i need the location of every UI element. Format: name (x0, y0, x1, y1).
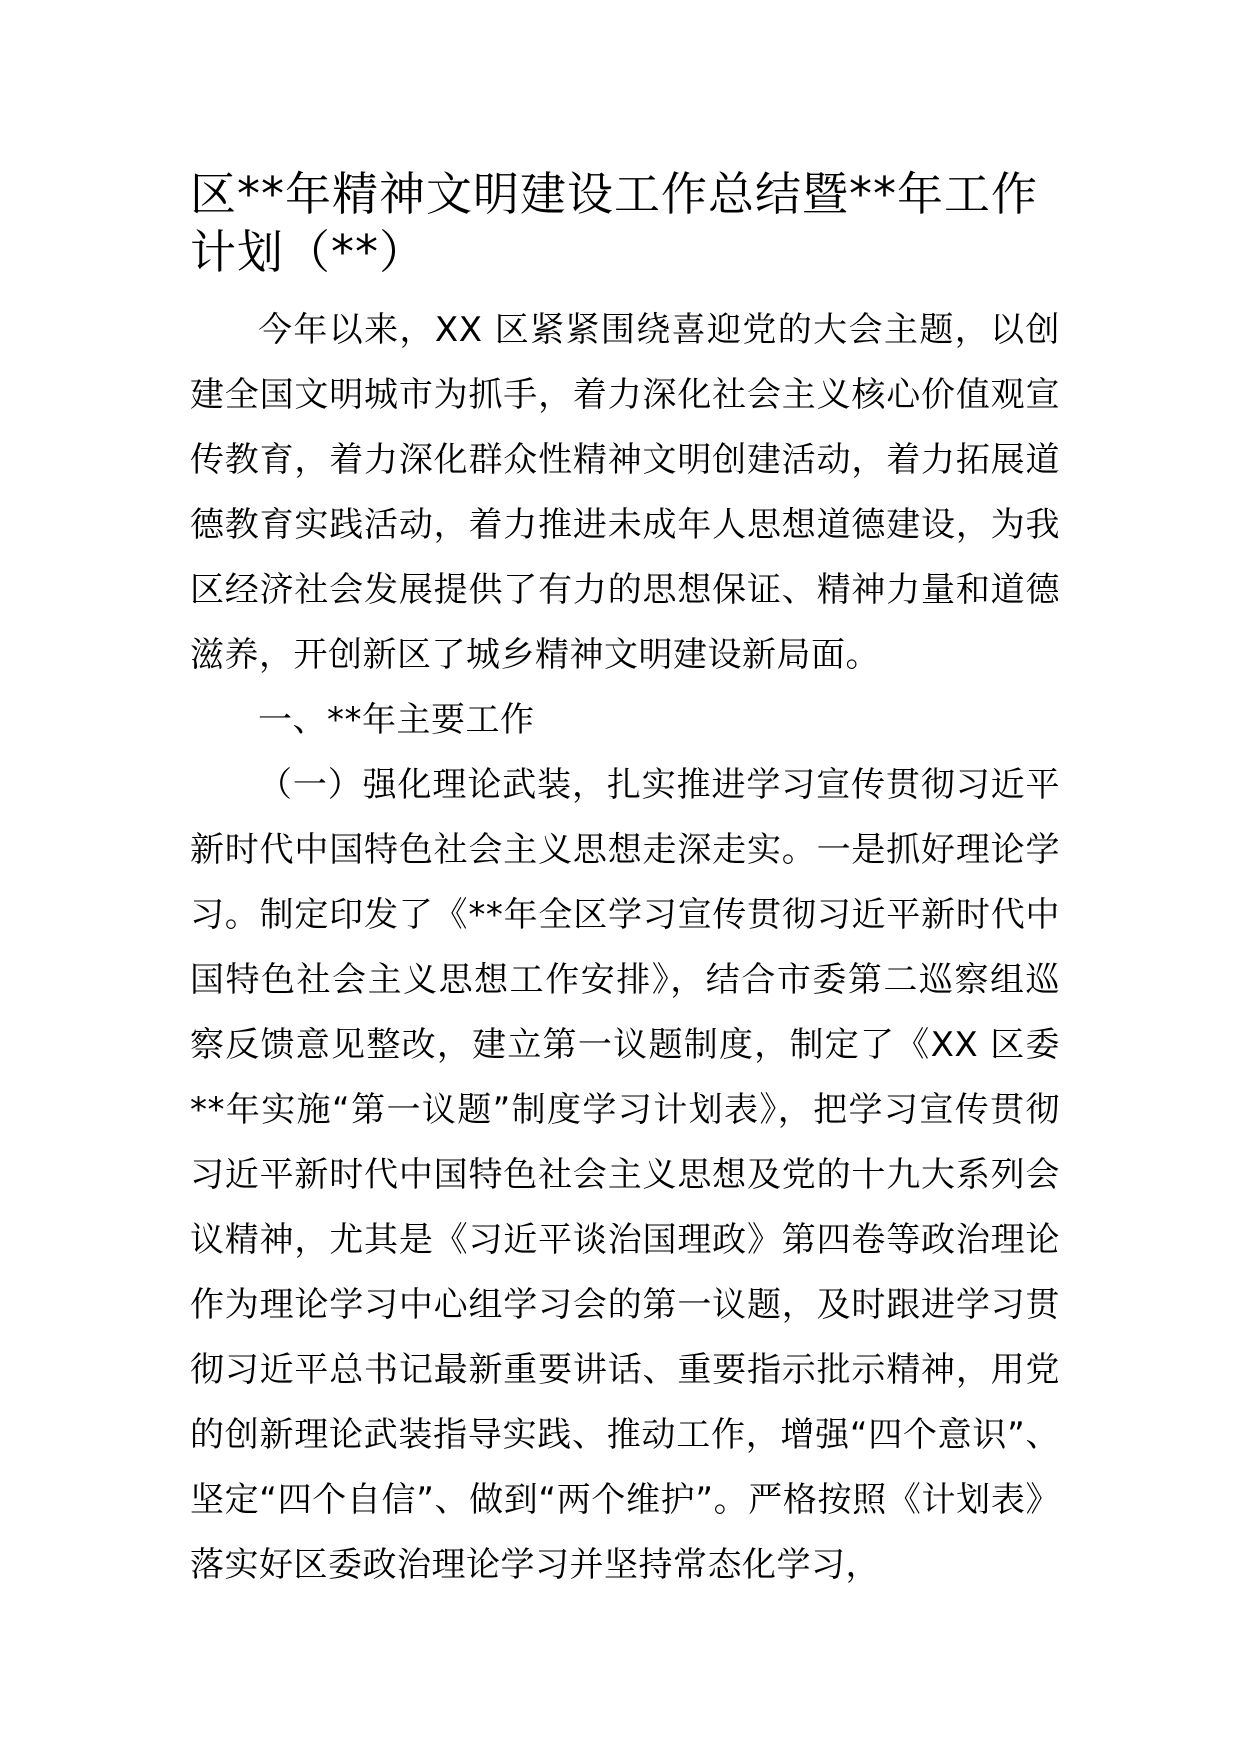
intro-paragraph: 今年以来，XX 区紧紧围绕喜迎党的大会主题，以创建全国文明城市为抓手，着力深化社会主义核心价值观宣传教育，着力深化群众性精神文明创建活动，着力拓展道德教育实践活动，着力推进未成年人思想道德建设，为我区经济社会发展提供了有力的思想保证、精神力量和道德滋养，开创新区了城乡精神文明建设新局面。 (190, 310, 1060, 675)
document-body (190, 298, 1060, 1598)
section-paragraph: （一）强化理论武装，扎实推进学习宣传贯彻习近平新时代中国特色社会主义思想走深走实。一是抓好理论学习。制定印发了《**年全区学习宣传贯彻习近平新时代中国特色社会主义思想工作安排》，结合市委第二巡察组巡察反馈意见整改，建立第一议题制度，制定了《XX 区委**年实施“第一议题”制度学习计划表》，把学习宣传贯彻习近平新时代中国特色社会主义思想及党的十九大系列会议精神，尤其是《习近平谈治国理政》第四卷等政治理论作为理论学习中心组学习会的第一议题，及时跟进学习贯彻习近平总书记最新重要讲话、重要指示批示精神，用党的创新理论武装指导实践、推动工作，增强“四个意识”、坚定“四个自信”、做到“两个维护”。严格按照《计划表》落实好区委政治理论学习并坚持常态化学习， (190, 765, 1060, 1585)
document-title: 区**年精神文明建设工作总结暨**年工作计划（**） (190, 167, 1038, 279)
section-heading: 一、**年主要工作 (258, 700, 535, 740)
